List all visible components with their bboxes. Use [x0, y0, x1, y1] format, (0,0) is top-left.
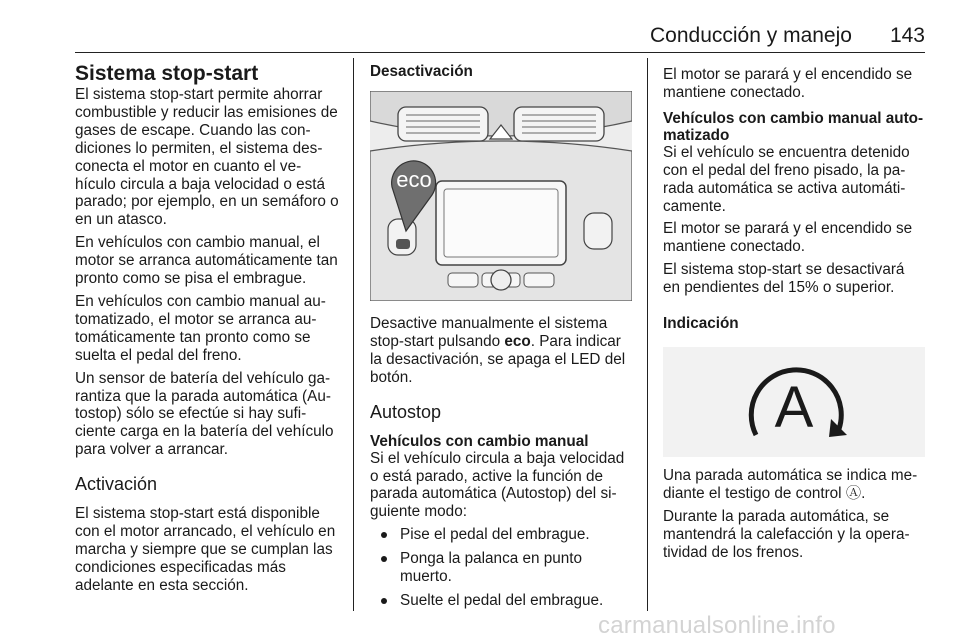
paragraph: El sistema stop-start se desactivará en pendientes del 15% o superior.	[663, 261, 905, 297]
paragraph: Desactive manualmente el sistema stop-start pulsando eco. Para indicar la desactivación, se apaga el LED del botón.	[370, 315, 626, 386]
bullet-icon	[381, 598, 387, 604]
paragraph: Un sensor de batería del vehículo ga-rantiza que la parada automática (Au-tostop) sólo se efectúe si hay sufi-ciente carga en la batería del vehículo para volver a arrancar.	[75, 369, 334, 459]
paragraph: Si el vehículo se encuentra detenido con el pedal del freno pisado, la pa-rada automática se activa automáti-camente.	[663, 143, 910, 215]
autostop-indicator-icon	[663, 347, 925, 457]
eco-button-ref: eco	[504, 332, 531, 350]
deactivation-heading: Desactivación	[370, 63, 473, 80]
header-divider	[75, 52, 925, 53]
eco-label: eco	[396, 167, 432, 192]
dashboard-illustration	[370, 91, 632, 301]
activation-heading: Activación	[75, 474, 158, 495]
page-number: 143	[889, 24, 925, 47]
section-title: Conducción y manejo	[650, 24, 852, 47]
autostop-heading: Autostop	[370, 401, 442, 422]
list-item: Ponga la palanca en punto muerto.	[370, 550, 632, 586]
steps-list	[370, 526, 632, 610]
paragraph: Si el vehículo circula a baja velocidad o está parado, active la función de parada automática (Autostop) del si-guiente modo:	[370, 449, 625, 521]
paragraph: En vehículos con cambio manual au-tomatizado, el motor se arranca au-tomáticamente tan pronto como se suelta el pedal del freno.	[75, 292, 326, 364]
paragraph: El motor se parará y el encendido se mantiene conectado.	[663, 220, 913, 256]
dashboard-drawing	[370, 91, 632, 301]
page-header	[75, 24, 925, 50]
paragraph: El sistema stop-start está disponible con el motor arrancado, el vehículo en marcha y siempre que se cumplan las condiciones especificadas más adelante en esta sección.	[75, 505, 336, 594]
column-divider-1	[353, 58, 354, 611]
column-3	[663, 66, 925, 567]
list-item: Pise el pedal del embrague.	[370, 526, 632, 544]
paragraph: En vehículos con cambio manual, el motor se arranca automáticamente tan pronto como se pisa el embrague.	[75, 234, 338, 288]
paragraph: El motor se parará y el encendido se mantiene conectado.	[663, 66, 913, 101]
indicator-letter: A	[774, 375, 814, 441]
paragraph: El sistema stop-start permite ahorrar combustible y reducir las emisiones de gases de escape. Cuando las con-diciones lo permiten, el sistema des-conecta el motor en cuanto el ve-hículo circula a baja velocidad o está parado; por ejemplo, en un semáforo o en un atasco.	[75, 86, 339, 229]
manual-gearbox-heading: Vehículos con cambio manual	[370, 432, 589, 450]
bullet-icon	[381, 532, 387, 538]
paragraph: Durante la parada automática, se mantendrá la calefacción y la opera-tividad de los frenos.	[663, 507, 910, 561]
list-item: Suelte el pedal del embrague.	[370, 592, 632, 610]
paragraph: Una parada automática se indica me-diante el testigo de control Ⓐ.	[663, 467, 918, 502]
section-heading: Sistema stop-start	[75, 62, 259, 85]
column-1	[75, 60, 341, 600]
indication-heading: Indicación	[663, 315, 739, 333]
automated-gearbox-heading: Vehículos con cambio manual auto-matizado	[663, 109, 924, 144]
watermark: carmanualsonline.info	[598, 612, 836, 639]
column-2	[370, 63, 632, 616]
autostop-indicator-figure	[663, 347, 925, 457]
column-divider-2	[647, 58, 648, 611]
bullet-icon	[381, 556, 387, 562]
